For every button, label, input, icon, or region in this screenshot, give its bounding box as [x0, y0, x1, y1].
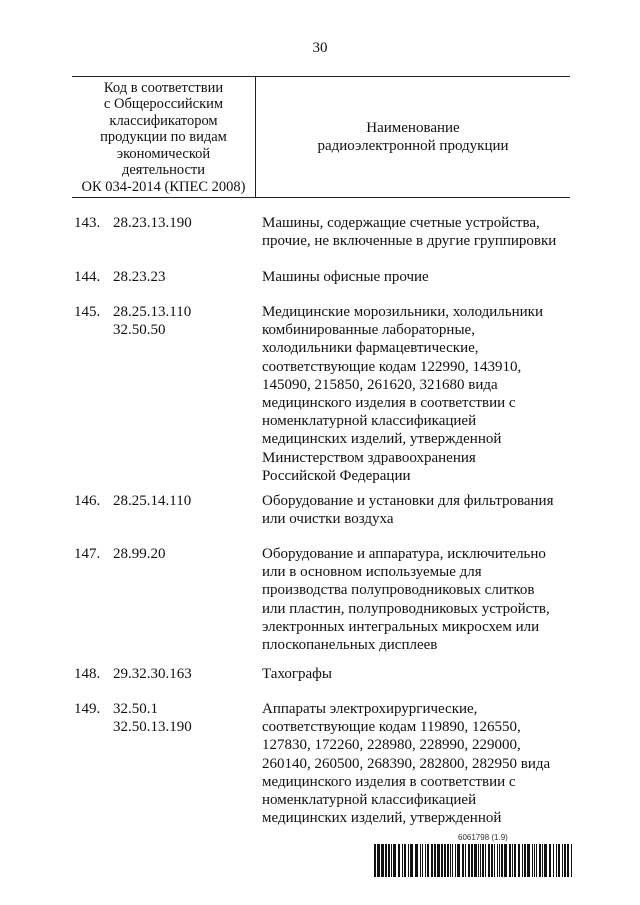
row-code: 28.23.23	[113, 269, 166, 285]
row-name-line: электронных интегральных микросхем или	[262, 618, 540, 635]
row-code: 28.25.13.110	[113, 304, 192, 320]
row-name-line: медицинских изделий, утвержденной	[262, 810, 502, 827]
row-name-line: медицинского изделия в соответствии с	[262, 395, 516, 412]
row-code: 32.50.50	[113, 322, 166, 339]
row-name-line: прочие, не включенные в другие группировки	[262, 233, 557, 250]
header-name-line: Наименование	[366, 120, 460, 136]
row-number: 146.	[74, 493, 101, 509]
row-name	[262, 545, 582, 654]
row-name-line: Министерством здравоохранения	[262, 449, 476, 466]
header-name-line: радиоэлектронной продукции	[317, 138, 509, 154]
row-code: 32.50.13.190	[113, 719, 192, 736]
row-name-line: 145090, 215850, 261620, 321680 вида	[262, 376, 498, 393]
row-code: 29.32.30.163	[113, 666, 192, 682]
row-name-line: соответствующие кодам 119890, 126550,	[262, 719, 521, 736]
row-codes	[113, 545, 166, 563]
row-name	[262, 268, 582, 286]
header-code-column	[72, 77, 256, 197]
row-name-line: или в основном используемые для	[262, 564, 482, 581]
row-codes	[113, 665, 192, 683]
row-name-line: Медицинские морозильники, холодильники	[262, 304, 544, 320]
row-name-line: Оборудование и установки для фильтрования	[262, 493, 554, 509]
row-number: 145.	[74, 304, 101, 320]
row-code: 28.23.13.190	[113, 215, 192, 231]
row-codes	[113, 303, 191, 339]
row-code: 28.99.20	[113, 546, 166, 562]
page-number: 30	[312, 40, 328, 56]
row-name-line: Оборудование и аппаратура, исключительно	[262, 546, 546, 562]
header-code-line: Код в соответствии	[103, 79, 224, 96]
row-name	[262, 700, 582, 827]
row-code: 32.50.1	[113, 701, 158, 717]
header-code-line: классификатором	[109, 112, 218, 129]
row-name-line: или пластин, полупроводниковых устройств,	[262, 600, 550, 617]
row-codes	[113, 214, 192, 232]
row-number: 147.	[74, 546, 101, 562]
row-number: 149.	[74, 701, 101, 717]
row-name	[262, 303, 582, 485]
row-name-line: Российской Федерации	[262, 467, 411, 484]
header-code-line: с Общероссийским	[103, 96, 224, 113]
row-name-line: Тахографы	[262, 666, 332, 682]
header-code-line: ОК 034-2014 (КПЕС 2008)	[81, 178, 246, 195]
row-name	[262, 214, 582, 250]
row-name-line: плоскопанельных дисплеев	[262, 637, 438, 654]
row-name-line: Машины, содержащие счетные устройства,	[262, 215, 540, 231]
row-name-line: холодильники фармацевтические,	[262, 340, 479, 357]
row-name-line: Машины офисные прочие	[262, 269, 429, 285]
row-number: 143.	[74, 215, 101, 231]
row-codes	[113, 700, 192, 736]
row-name	[262, 665, 582, 683]
header-code-line: экономической	[116, 145, 211, 162]
header-code-line: деятельности	[121, 162, 205, 179]
row-name-line: производства полупроводниковых слитков	[262, 582, 535, 599]
row-name-line: номенклатурной классификацией	[262, 792, 477, 809]
row-name-line: или очистки воздуха	[262, 511, 394, 528]
row-name-line: медицинского изделия в соответствии с	[262, 773, 516, 790]
barcode	[374, 844, 572, 877]
row-name-line: соответствующие кодам 122990, 143910,	[262, 358, 522, 375]
row-name-line: медицинских изделий, утвержденной	[262, 431, 502, 448]
header-name-column	[256, 77, 570, 197]
row-code: 28.25.14.110	[113, 493, 192, 509]
barcode-caption: 6061798 (1.9)	[458, 833, 508, 842]
row-name	[262, 492, 582, 528]
row-name-line: 260140, 260500, 268390, 282800, 282950 вида	[262, 755, 551, 772]
row-codes	[113, 268, 166, 286]
row-name-line: 127830, 172260, 228980, 228990, 229000,	[262, 737, 521, 754]
row-codes	[113, 492, 191, 510]
table-header	[72, 76, 570, 198]
row-number: 148.	[74, 666, 101, 682]
row-name-line: номенклатурной классификацией	[262, 413, 477, 430]
row-name-line: Аппараты электрохирургические,	[262, 701, 478, 717]
row-number: 144.	[74, 269, 101, 285]
header-code-line: продукции по видам	[100, 129, 227, 146]
row-name-line: комбинированные лабораторные,	[262, 322, 475, 339]
